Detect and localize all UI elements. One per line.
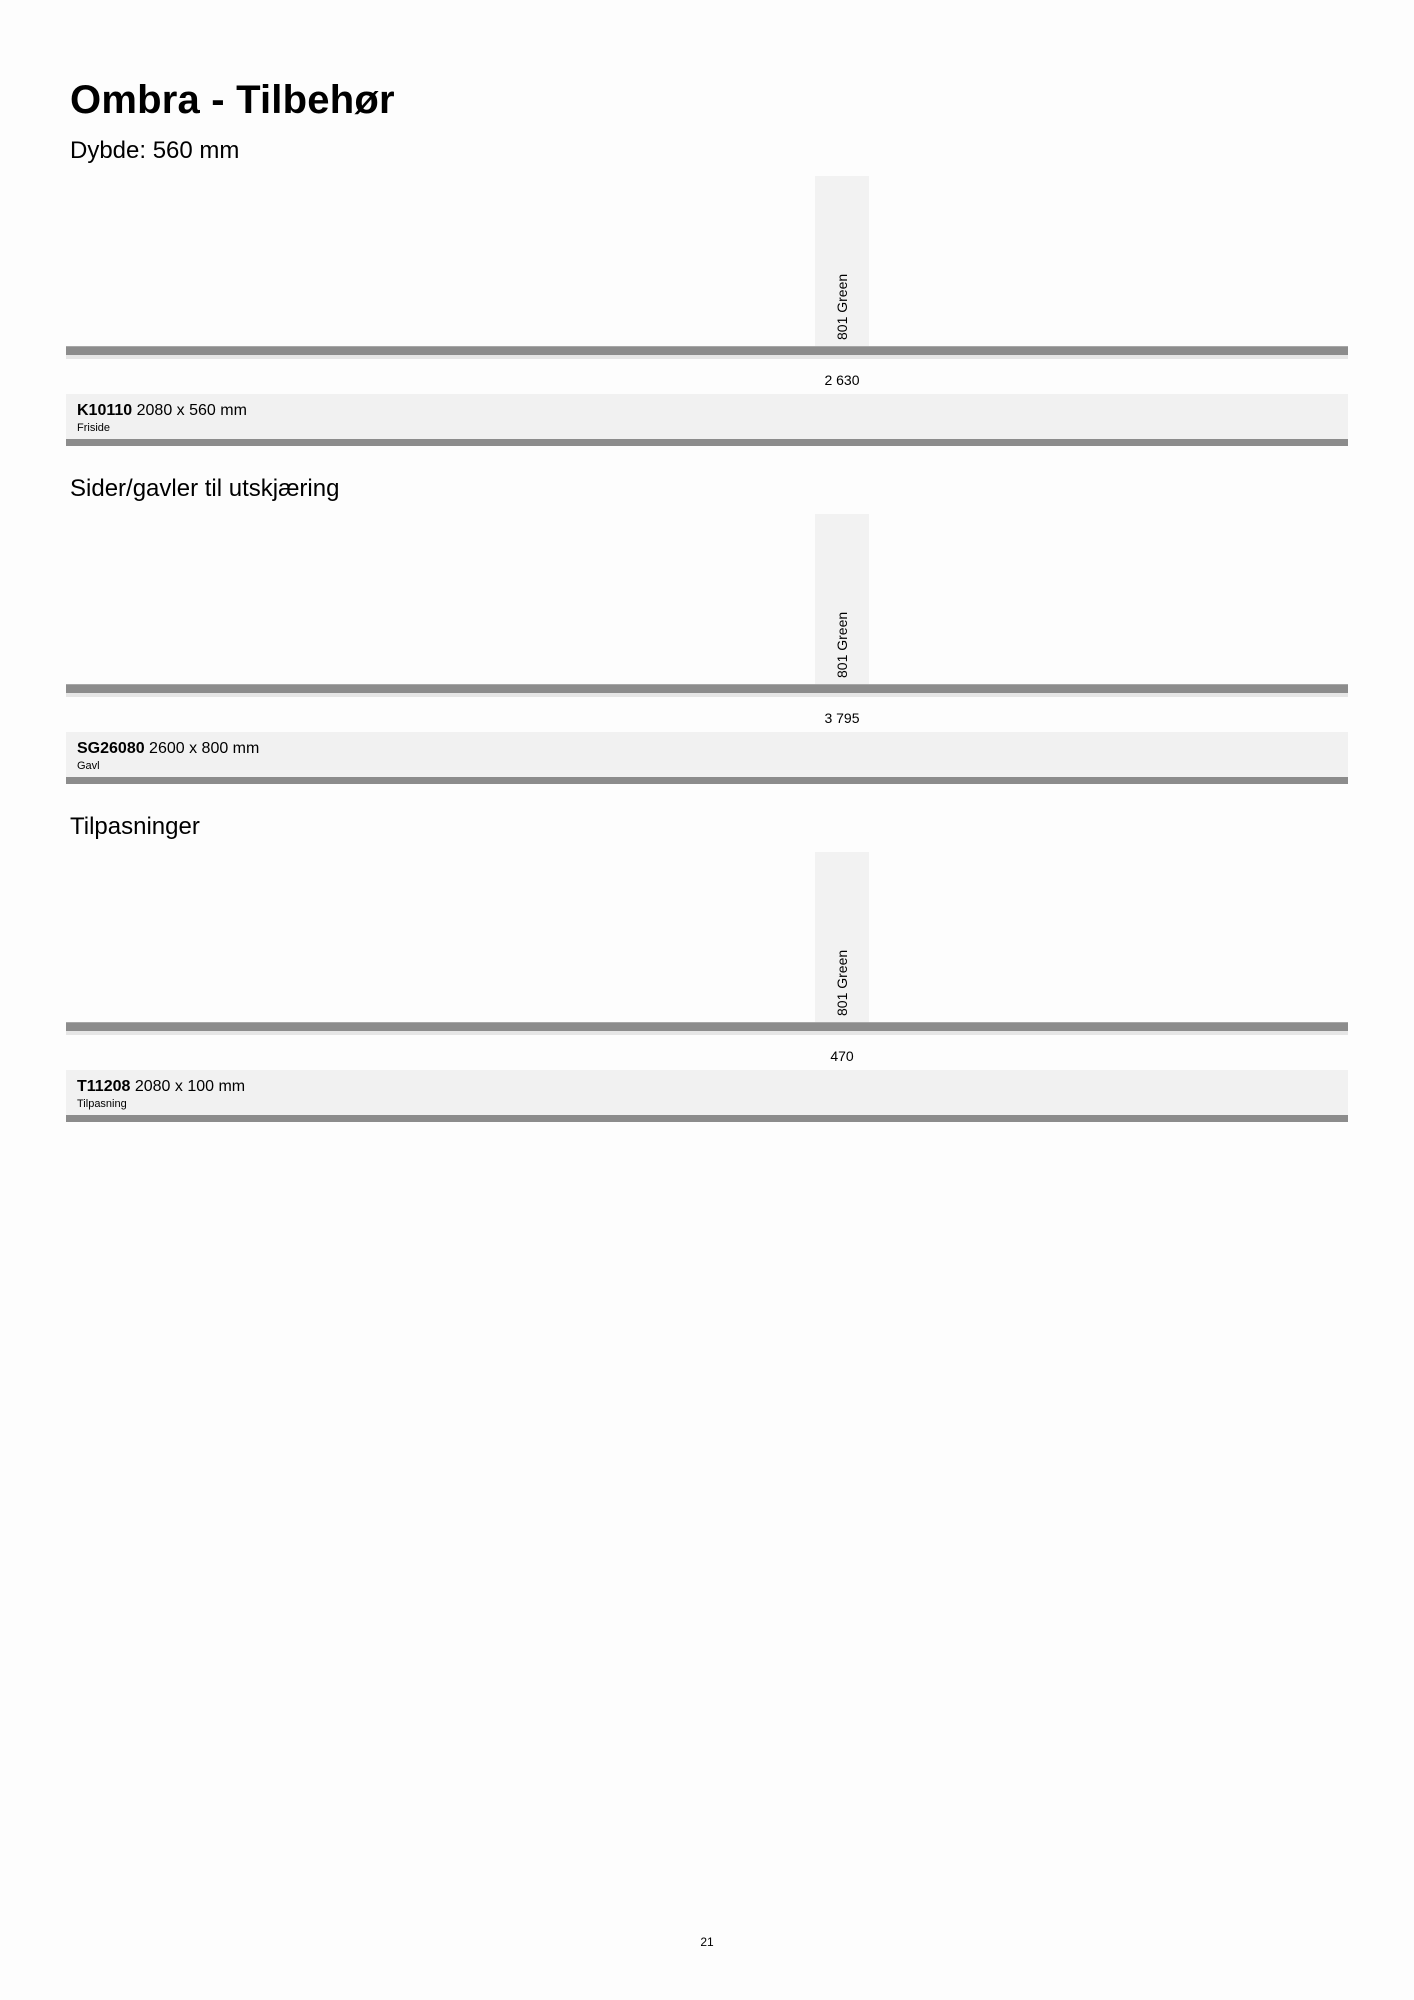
table-bottom-bar: [66, 439, 1348, 446]
section-heading-sides: Sider/gavler til utskjæring: [70, 475, 340, 502]
item-dimensions: 2600 x 800 mm: [144, 740, 260, 757]
item-code: K10110: [77, 402, 133, 419]
item-dimensions: 2080 x 560 mm: [132, 402, 247, 419]
table-divider-shadow: [66, 1031, 1348, 1035]
item-title: [77, 1078, 245, 1096]
table-bottom-bar: [66, 1115, 1348, 1122]
product-table-gavl: [66, 514, 1348, 786]
color-column-label: 801 Green: [834, 611, 850, 678]
table-divider-shadow: [66, 693, 1348, 697]
price-cell: 3 795: [824, 710, 860, 726]
item-title: [77, 402, 247, 420]
table-divider: [66, 346, 1348, 355]
color-column-header: [815, 514, 869, 684]
table-row: [66, 394, 1348, 439]
product-table-friside: [66, 176, 1348, 448]
page-number: 21: [700, 1935, 714, 1949]
item-title: [77, 740, 259, 758]
item-description: Gavl: [77, 760, 100, 772]
item-dimensions: 2080 x 100 mm: [130, 1078, 246, 1095]
price-cell: 2 630: [824, 372, 860, 388]
table-divider: [66, 1022, 1348, 1031]
section-heading-adjustments: Tilpasninger: [70, 813, 200, 840]
item-description: Friside: [77, 422, 111, 434]
table-row: [66, 732, 1348, 777]
color-column-header: [815, 852, 869, 1022]
table-row: [66, 1070, 1348, 1115]
item-description: Tilpasning: [77, 1098, 127, 1110]
section-heading-depth: Dybde: 560 mm: [70, 137, 240, 164]
table-divider-shadow: [66, 355, 1348, 359]
item-code: SG26080: [77, 740, 145, 757]
table-bottom-bar: [66, 777, 1348, 784]
color-column-header: [815, 176, 869, 346]
color-column-label: 801 Green: [834, 949, 850, 1016]
color-column-label: 801 Green: [834, 273, 850, 340]
table-divider: [66, 684, 1348, 693]
page-title: Ombra - Tilbehør: [70, 78, 395, 122]
product-table-tilpasning: [66, 852, 1348, 1124]
price-cell: 470: [830, 1048, 854, 1064]
item-code: T11208: [77, 1078, 131, 1095]
